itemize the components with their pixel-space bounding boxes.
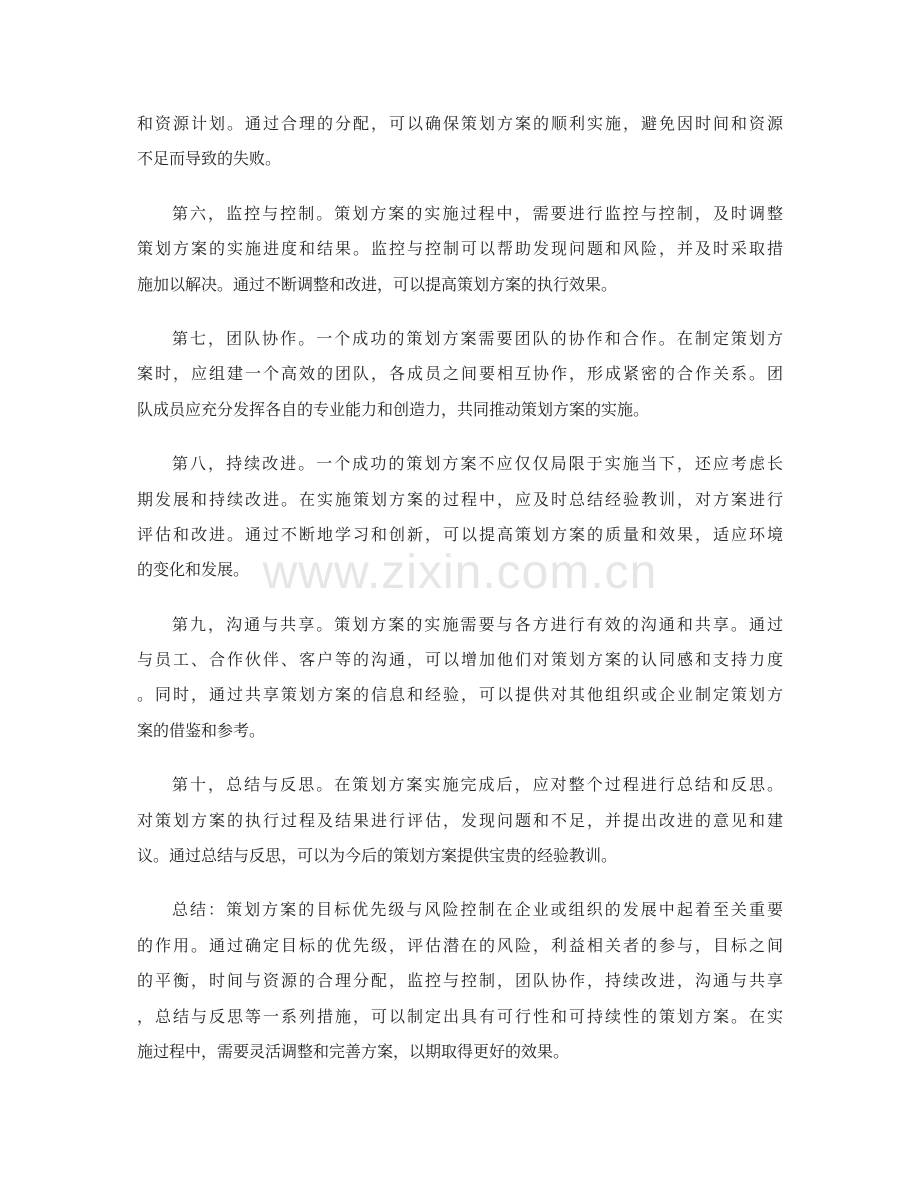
text-line: 不足而导致的失败。: [137, 149, 282, 169]
text-line: 第七，团队协作。一个成功的策划方案需要团队的协作和合作。在制定策划方: [172, 328, 783, 348]
text-line: 案的借鉴和参考。: [137, 720, 266, 740]
paragraph: [137, 892, 783, 1069]
text-line: 对策划方案的执行过程及结果进行评估，发现问题和不足，并提出改进的意见和建: [137, 810, 783, 830]
text-line: 的变化和发展。: [137, 560, 250, 580]
text-line: 和资源计划。通过合理的分配，可以确保策划方案的顺利实施，避免因时间和资源: [137, 114, 783, 133]
text-line: 评估和改进。通过不断地学习和创新，可以提高策划方案的质量和效果，适应环境: [137, 524, 783, 544]
paragraph: [137, 607, 783, 749]
paragraph: [137, 767, 783, 873]
text-line: 施过程中，需要灵活调整和完善方案，以期取得更好的效果。: [137, 1041, 570, 1061]
paragraph: [137, 196, 783, 302]
text-line: 案时，应组建一个高效的团队，各成员之间要相互协作，形成紧密的合作关系。团: [137, 364, 783, 384]
text-line: 的平衡，时间与资源的合理分配，监控与控制，团队协作，持续改进，沟通与共享: [137, 971, 783, 991]
text-line: 队成员应充分发挥各自的专业能力和创造力，共同推动策划方案的实施。: [137, 399, 650, 419]
text-line: 策划方案的实施进度和结果。监控与控制可以帮助发现问题和风险，并及时采取措: [137, 239, 783, 259]
text-line: 期发展和持续改进。在实施策划方案的过程中，应及时总结经验教训，对方案进行: [137, 489, 783, 509]
text-line: 与员工、合作伙伴、客户等的沟通，可以增加他们对策划方案的认同感和支持力度: [137, 650, 783, 670]
text-line: 议。通过总结与反思，可以为今后的策划方案提供宝贵的经验教训。: [137, 846, 618, 866]
text-line: 第九，沟通与共享。策划方案的实施需要与各方进行有效的沟通和共享。通过: [172, 614, 783, 634]
text-line: 总结：策划方案的目标优先级与风险控制在企业或组织的发展中起着至关重要: [172, 900, 783, 920]
text-line: 的作用。通过确定目标的优先级，评估潜在的风险，利益相关者的参与，目标之间: [137, 935, 783, 955]
watermark: www.zixin.com.cn: [262, 546, 658, 599]
text-line: 。同时，通过共享策划方案的信息和经验，可以提供对其他组织或企业制定策划方: [137, 685, 783, 705]
document-body: [137, 106, 783, 1088]
text-line: 施加以解决。通过不断调整和改进，可以提高策划方案的执行效果。: [137, 274, 618, 294]
paragraph: [137, 106, 783, 177]
paragraph: [137, 321, 783, 427]
text-line: 第六，监控与控制。策划方案的实施过程中，需要进行监控与控制，及时调整: [172, 203, 783, 223]
text-line: ，总结与反思等一系列措施，可以制定出具有可行性和可持续性的策划方案。在实: [137, 1006, 783, 1026]
text-line: 第八，持续改进。一个成功的策划方案不应仅仅局限于实施当下，还应考虑长: [172, 454, 783, 474]
text-line: 第十，总结与反思。在策划方案实施完成后，应对整个过程进行总结和反思。: [172, 775, 783, 795]
paragraph: [137, 446, 783, 588]
